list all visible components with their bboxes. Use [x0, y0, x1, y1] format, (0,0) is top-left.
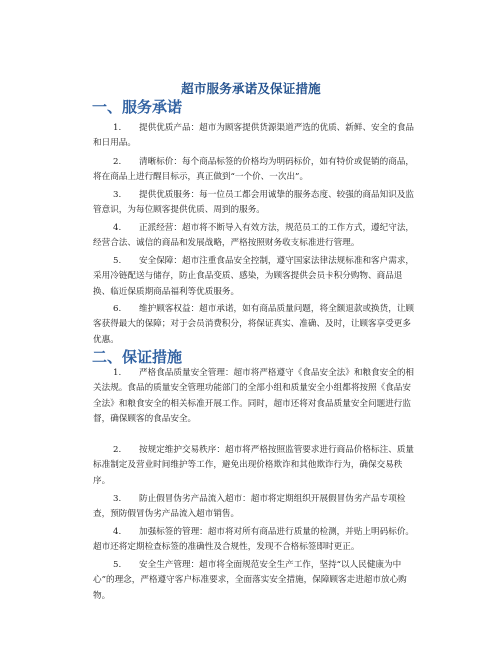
section-heading-service-commitment: 一、服务承诺: [92, 98, 183, 116]
item-number: 1.: [113, 123, 122, 133]
item-number: 6.: [113, 304, 122, 314]
item-text: 防止假冒伪劣产品流入超市：超市将定期组织开展假冒伪劣产品专项检查，预防假冒伪劣产品流入超市销售。: [93, 494, 406, 520]
section-heading-guarantee-measures: 二、保证措施: [92, 348, 183, 366]
list-item: [93, 302, 415, 348]
document-title: 超市服务承诺及保证措施: [181, 81, 321, 96]
list-item: [93, 221, 415, 252]
list-item: [93, 443, 415, 489]
item-text: 提供优质产品：超市为顾客提供货源渠道严选的优质、新鲜、安全的食品和日用品。: [93, 123, 415, 149]
list-item: [93, 366, 415, 428]
list-item: [93, 254, 415, 300]
item-number: 2.: [113, 445, 122, 455]
item-number: 3.: [113, 494, 122, 504]
item-text: 加强标签的管理：超市将对所有商品进行质量的检测，并贴上明码标价。超市还将定期检查标签的准确性及合规性，发现不合格标签即时更正。: [93, 527, 415, 553]
item-text: 安全保障：超市注重食品安全控制，遵守国家法律法规标准和客户需求，采用冷链配送与储存，防止食品变质、感染，为顾客提供会员卡积分购物、商品退换、临近保质期商品福利等优质服务。: [93, 256, 415, 297]
item-text: 提供优质服务：每一位员工都会用诚挚的服务态度、较强的商品知识及监管意识，为每位顾客提供优质、周到的服务。: [93, 190, 415, 216]
item-text: 安全生产管理：超市将全面规范安全生产工作，坚持“以人民健康为中心”的理念，严格遵守客户标准要求，全面落实安全措施，保障顾客走进超市放心购物。: [93, 560, 407, 601]
list-item: [93, 121, 415, 152]
item-text: 清晰标价：每个商品标签的价格均为明码标价，如有特价或促销的商品，将在商品上进行醒目标示，真正做到“一个价、一次出”。: [93, 157, 415, 183]
item-number: 3.: [113, 190, 122, 200]
list-item: [93, 188, 415, 219]
item-text: 按规定维护交易秩序：超市将严格按照监管要求进行商品价格标注、质量标准制定及营业时间维护等工作，避免出现价格欺诈和其他欺诈行为，确保交易秩序。: [93, 445, 415, 486]
item-number: 4.: [113, 527, 122, 537]
item-number: 1.: [113, 368, 122, 378]
item-number: 4.: [113, 223, 122, 233]
item-number: 5.: [113, 256, 122, 266]
item-number: 2.: [113, 157, 122, 167]
item-number: 5.: [113, 560, 122, 570]
item-text: 严格食品质量安全管理：超市将严格遵守《食品安全法》和粮食安全的相关法规。食品的质量安全管理功能部门的全部小组和质量安全小组都将按照《食品安全法》和粮食安全的相关标准开展工作。同时，超市还将对食品质量安全问题进行监督，确保顾客的食品安全。: [93, 368, 415, 425]
list-item: [93, 155, 415, 186]
item-text: 正派经营：超市将不断导入有效方法，规范员工的工作方式，遵纪守法，经营合法、诚信的商品和发展战略，严格按照财务收支标准进行管理。: [93, 223, 415, 249]
list-item: [93, 492, 415, 523]
list-item: [93, 525, 415, 556]
item-text: 维护顾客权益：超市承诺，如有商品质量问题，将全额退款或换货，让顾客获得最大的保障；对于会员消费积分，将保证真实、准确、及时，让顾客享受更多优惠。: [93, 304, 415, 345]
list-item: [93, 558, 415, 604]
